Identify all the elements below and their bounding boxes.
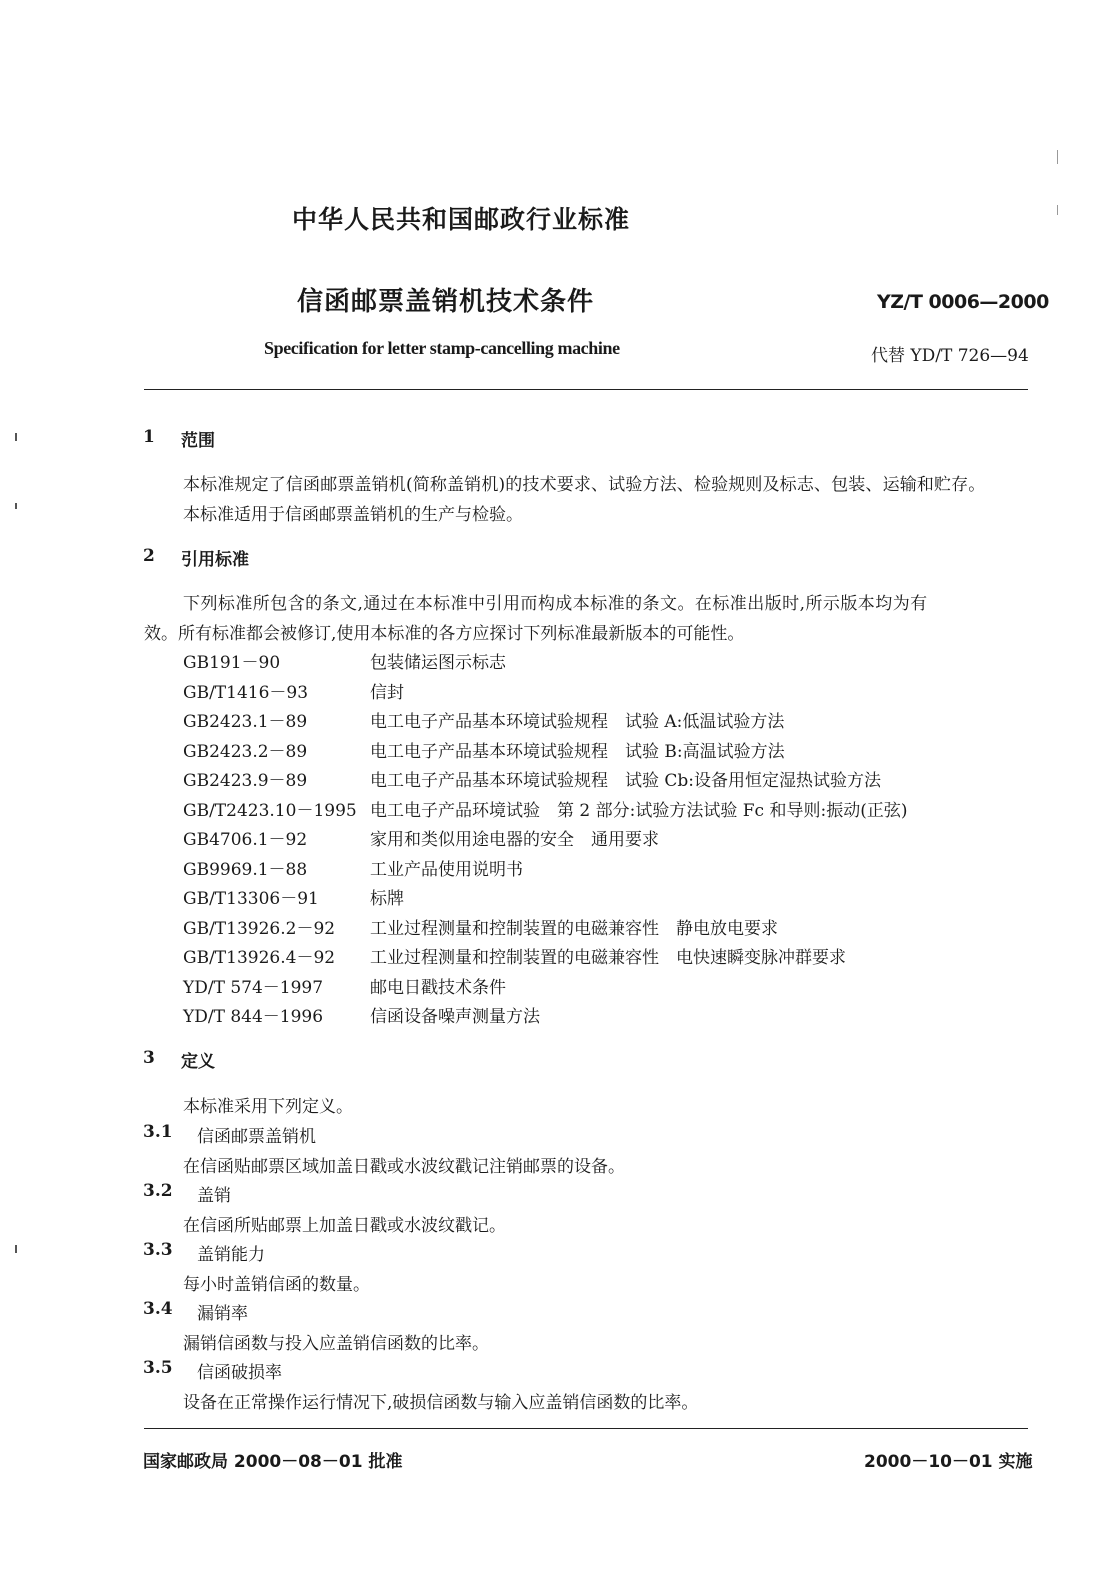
scan-speck [15, 503, 17, 509]
scan-speck [1057, 205, 1058, 215]
definition-term: 漏销率 [197, 1304, 248, 1324]
ref-title: 工业过程测量和控制装置的电磁兼容性 电快速瞬变脉冲群要求 [370, 948, 846, 968]
definition-number: 3.2 [143, 1181, 173, 1201]
definition-term: 信函破损率 [197, 1363, 282, 1383]
ref-code: GB/T13306－91 [183, 889, 319, 909]
definition-number: 3.3 [143, 1240, 173, 1260]
section-3-number: 3 [143, 1048, 155, 1068]
header-divider [144, 389, 1028, 390]
ref-code: YD/T 844－1996 [183, 1007, 324, 1027]
section-1-number: 1 [143, 427, 155, 447]
definition-number: 3.5 [143, 1358, 173, 1378]
document-title: 信函邮票盖销机技术条件 [297, 287, 595, 317]
approval-statement: 国家邮政局 2000－08－01 批准 [143, 1452, 403, 1472]
footer-divider [144, 1428, 1028, 1429]
definition-term: 盖销能力 [197, 1245, 265, 1265]
ref-code: GB2423.1－89 [183, 712, 308, 732]
section-2-paragraph-line-2: 效。所有标准都会被修订,使用本标准的各方应探讨下列标准最新版本的可能性。 [144, 624, 745, 644]
definition-text: 每小时盖销信函的数量。 [183, 1275, 370, 1295]
effective-statement: 2000－10－01 实施 [864, 1452, 1033, 1472]
ref-code: GB/T1416－93 [183, 683, 309, 703]
ref-code: GB9969.1－88 [183, 860, 308, 880]
section-1-title: 范围 [181, 431, 215, 451]
standard-number: YZ/T 0006—2000 [877, 291, 1049, 313]
ref-title: 信函设备噪声测量方法 [370, 1007, 540, 1027]
section-3-intro: 本标准采用下列定义。 [183, 1097, 353, 1117]
definition-number: 3.1 [143, 1122, 173, 1142]
ref-title: 信封 [370, 683, 404, 703]
ref-title: 电工电子产品基本环境试验规程 试验 B:高温试验方法 [370, 742, 785, 762]
ref-title: 电工电子产品基本环境试验规程 试验 Cb:设备用恒定湿热试验方法 [370, 771, 882, 791]
ref-code: GB/T13926.4－92 [183, 948, 336, 968]
ref-title: 邮电日戳技术条件 [370, 978, 506, 998]
definition-text: 在信函所贴邮票上加盖日戳或水波纹戳记。 [183, 1216, 506, 1236]
ref-title: 电工电子产品基本环境试验规程 试验 A:低温试验方法 [370, 712, 785, 732]
ref-title: 标牌 [370, 889, 404, 909]
standard-authority: 中华人民共和国邮政行业标准 [292, 205, 631, 234]
section-1-paragraph-1: 本标准规定了信函邮票盖销机(简称盖销机)的技术要求、试验方法、检验规则及标志、包装、运输和贮存。 [183, 475, 986, 495]
section-2-paragraph-line-1: 下列标准所包含的条文,通过在本标准中引用而构成本标准的条文。在标准出版时,所示版本均为有 [183, 594, 928, 614]
definition-text: 在信函贴邮票区域加盖日戳或水波纹戳记注销邮票的设备。 [183, 1157, 625, 1177]
definition-number: 3.4 [143, 1299, 173, 1319]
ref-title: 电工电子产品环境试验 第 2 部分:试验方法试验 Fc 和导则:振动(正弦) [370, 801, 908, 821]
definition-text: 漏销信函数与投入应盖销信函数的比率。 [183, 1334, 489, 1354]
scan-speck [15, 433, 17, 441]
definition-term: 盖销 [197, 1186, 231, 1206]
ref-code: GB191－90 [183, 653, 281, 673]
ref-code: GB2423.2－89 [183, 742, 308, 762]
ref-code: GB4706.1－92 [183, 830, 308, 850]
ref-title: 工业过程测量和控制装置的电磁兼容性 静电放电要求 [370, 919, 778, 939]
ref-title: 家用和类似用途电器的安全 通用要求 [370, 830, 659, 850]
ref-title: 包装储运图示标志 [370, 653, 506, 673]
english-title: Specification for letter stamp-cancelling machine [264, 338, 620, 358]
definition-text: 设备在正常操作运行情况下,破损信函数与输入应盖销信函数的比率。 [183, 1393, 699, 1413]
section-2-title: 引用标准 [181, 550, 249, 570]
ref-code: GB/T13926.2－92 [183, 919, 336, 939]
ref-code: GB2423.9－89 [183, 771, 308, 791]
ref-code: YD/T 574－1997 [183, 978, 324, 998]
ref-code: GB/T2423.10－1995 [183, 801, 357, 821]
definition-term: 信函邮票盖销机 [197, 1127, 316, 1147]
replaces-standard: 代替 YD/T 726—94 [871, 346, 1029, 366]
ref-title: 工业产品使用说明书 [370, 860, 523, 880]
scan-speck [1057, 150, 1058, 164]
section-2-number: 2 [143, 546, 155, 566]
section-3-title: 定义 [181, 1052, 215, 1072]
section-1-paragraph-2: 本标准适用于信函邮票盖销机的生产与检验。 [183, 505, 523, 525]
scan-speck [15, 1245, 17, 1253]
